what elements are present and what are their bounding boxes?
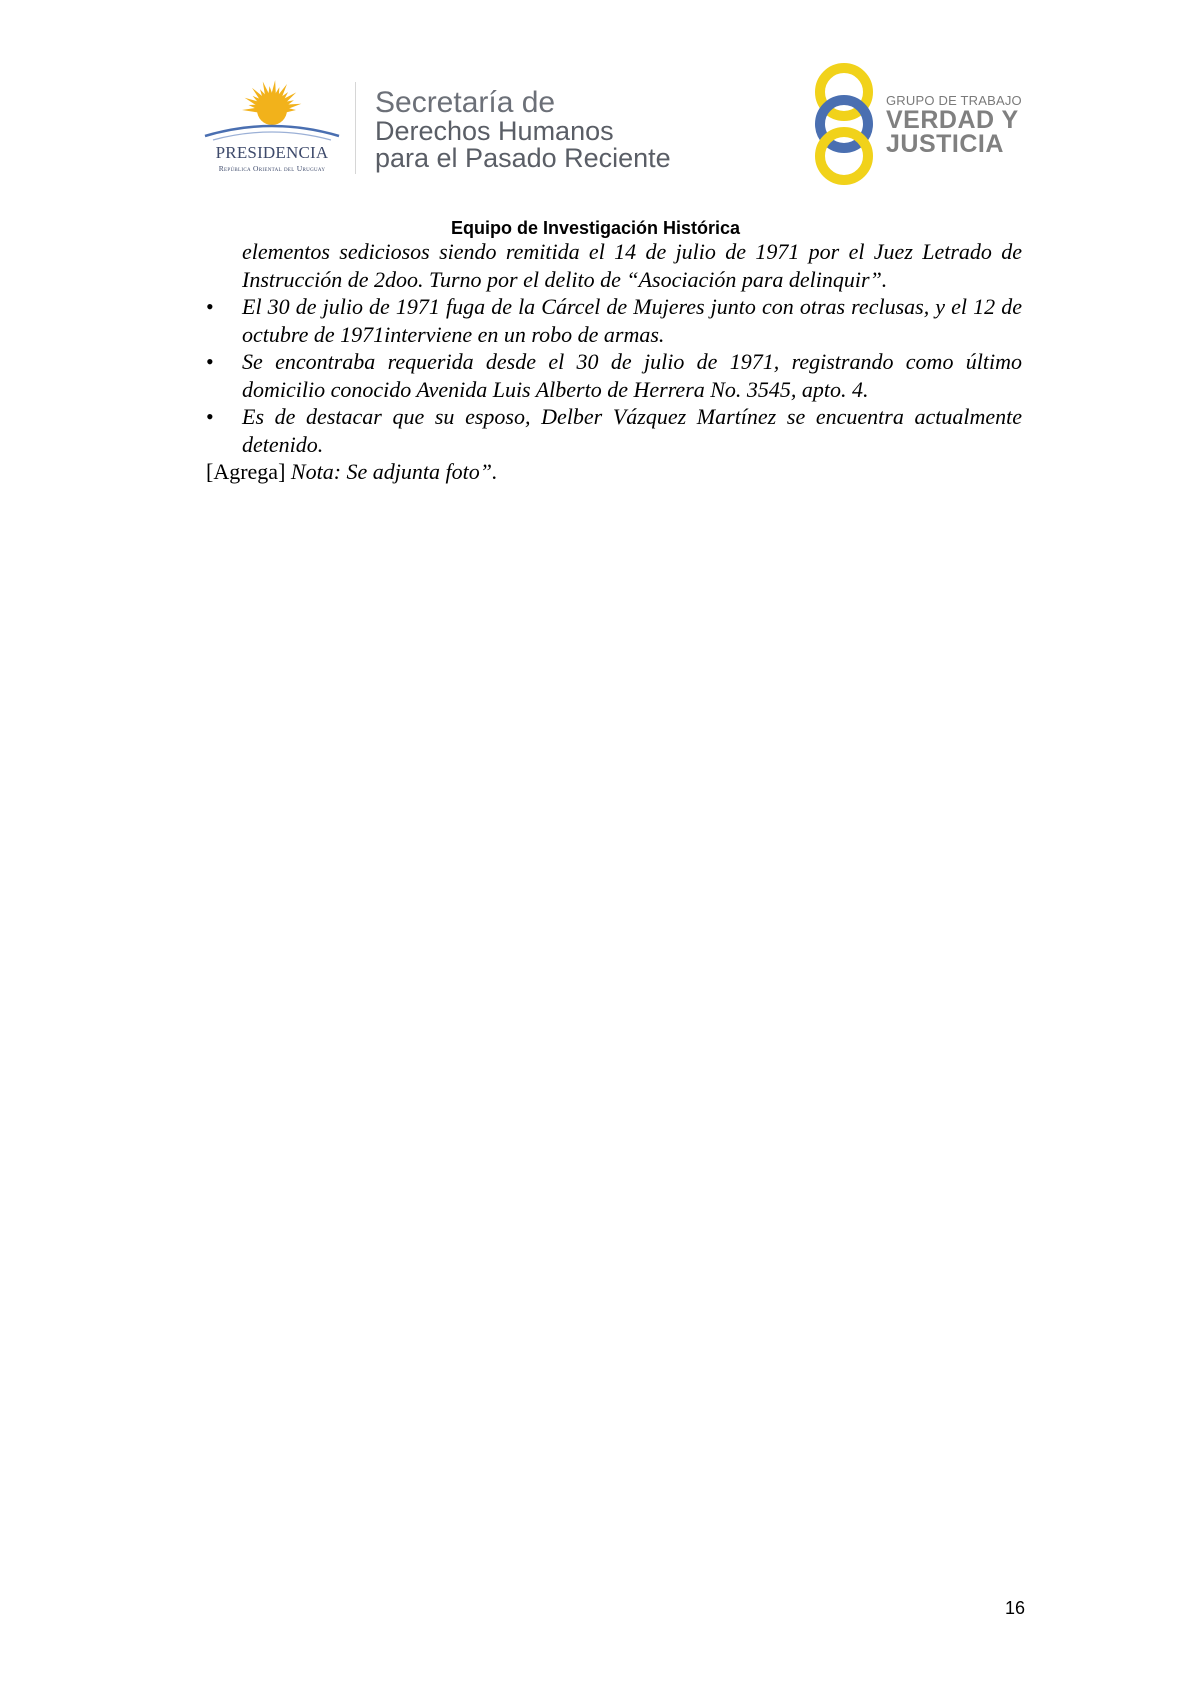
grupo-line-1: GRUPO DE TRABAJO <box>886 93 1022 108</box>
presidencia-logo <box>197 80 347 178</box>
list-item <box>206 348 1022 403</box>
header-divider <box>355 82 356 174</box>
bullet-marker: • <box>206 349 214 374</box>
team-title: Equipo de Investigación Histórica <box>450 218 741 238</box>
document-header <box>0 0 1191 200</box>
grupo-line-2: VERDAD Y <box>886 106 1019 134</box>
document-body <box>206 238 1022 486</box>
list-item-text: Es de destacar que su esposo, Delber Vázquez Martínez se encuentra actualmente detenido. <box>242 404 1022 457</box>
list-item-text: Se encontraba requerida desde el 30 de julio de 1971, registrando como último domicilio conocido Avenida Luis Alberto de Herrera No. 3545, apto. 4. <box>242 349 1022 402</box>
list-item <box>206 403 1022 458</box>
secretaria-line-2: Derechos Humanos <box>375 116 614 146</box>
secretaria-title <box>375 88 671 172</box>
grupo-line-3: JUSTICIA <box>886 130 1004 158</box>
list-item-text: El 30 de julio de 1971 fuga de la Cárcel de Mujeres junto con otras reclusas, y el 12 de octubre de 1971interviene en un robo de armas. <box>242 294 1022 347</box>
bullet-marker: • <box>206 404 214 429</box>
presidencia-name: PRESIDENCIA <box>215 143 329 162</box>
secretaria-line-1: Secretaría de <box>375 86 556 119</box>
page-number: 16 <box>1004 1598 1026 1618</box>
agrega-note <box>206 458 1022 486</box>
grupo-trabajo-text <box>886 94 1022 156</box>
agrega-prefix: [Agrega] <box>206 459 291 484</box>
continuation-paragraph: elementos sediciosos siendo remitida el 14 de julio de 1971 por el Juez Letrado de Instrucción de 2doo. Turno por el delito de “Asociación para delinquir”. <box>242 239 1022 292</box>
bullet-marker: • <box>206 294 214 319</box>
interlocked-rings-icon <box>808 62 880 187</box>
secretaria-line-3: para el Pasado Reciente <box>375 143 671 173</box>
presidencia-subtitle: República Oriental del Uruguay <box>218 164 326 173</box>
grupo-trabajo-logo <box>808 62 1022 187</box>
list-item <box>206 293 1022 348</box>
agrega-note-text: Nota: Se adjunta foto”. <box>290 459 498 484</box>
sun-emblem-icon <box>197 80 347 145</box>
